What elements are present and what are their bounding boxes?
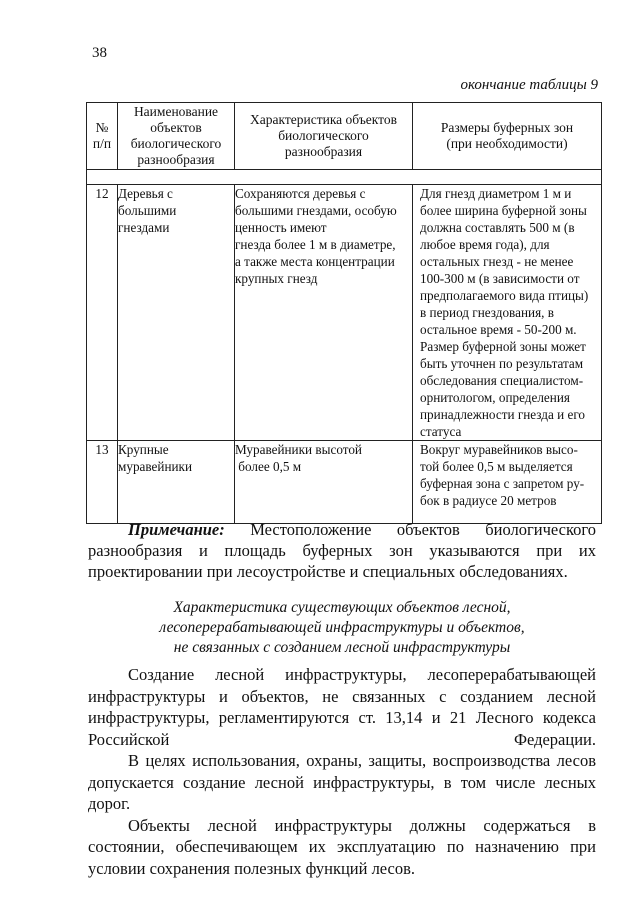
section-title-line: Характеристика существующих объектов лесной, bbox=[173, 599, 511, 616]
cell-line: должна составлять 500 м (в bbox=[420, 220, 575, 235]
cell-line: а также места концентрации bbox=[235, 254, 395, 269]
section-title-line: лесоперерабатывающей инфраструктуры и объектов, bbox=[159, 619, 525, 636]
header-buffer bbox=[413, 103, 602, 170]
cell-line: Вокруг муравейников высо- bbox=[420, 442, 578, 457]
cell-line: обследования специалистом- bbox=[420, 373, 584, 388]
cell-line: Крупные bbox=[118, 442, 169, 457]
cell-line: Муравейники высотой bbox=[235, 442, 362, 457]
cell-line: остальное время - 50-200 м. bbox=[420, 322, 577, 337]
row-buffer bbox=[413, 185, 602, 441]
header-name bbox=[118, 103, 235, 170]
cell-line: быть уточнен по результатам bbox=[420, 356, 584, 371]
cell-line: принадлежности гнезда и его bbox=[420, 407, 586, 422]
row-number: 12 bbox=[87, 185, 118, 441]
cell-line: орнитологом, определения bbox=[420, 390, 570, 405]
header-line: объектов bbox=[150, 120, 202, 135]
section-title bbox=[88, 598, 596, 658]
cell-line: ценность имеют bbox=[235, 220, 327, 235]
header-line: разнообразия bbox=[137, 152, 215, 167]
cell-line: гнезда более 1 м в диаметре, bbox=[235, 237, 396, 252]
row-characteristic bbox=[235, 441, 413, 524]
cell-line: Размер буферной зоны может bbox=[420, 339, 586, 354]
cell-line: большими bbox=[118, 203, 177, 218]
spacer-cell bbox=[87, 170, 602, 185]
table-spacer-row bbox=[87, 170, 602, 185]
cell-line: гнездами bbox=[118, 220, 170, 235]
cell-line: статуса bbox=[420, 424, 462, 439]
cell-line: любое время года), для bbox=[420, 237, 550, 252]
cell-line: 100-300 м (в зависимости от bbox=[420, 271, 580, 286]
table-row bbox=[87, 441, 602, 524]
header-line: Характеристика объектов bbox=[249, 112, 398, 127]
cell-line: Деревья с bbox=[118, 186, 173, 201]
cell-line: большими гнездами, особую bbox=[235, 203, 397, 218]
cell-line: крупных гнезд bbox=[235, 271, 318, 286]
table-caption: окончание таблицы 9 bbox=[460, 77, 598, 93]
header-line: Размеры буферных зон bbox=[440, 120, 574, 135]
cell-line: более 0,5 м bbox=[235, 459, 302, 474]
header-line: биологического bbox=[278, 128, 369, 143]
cell-line: бок в радиусе 20 метров bbox=[420, 493, 557, 508]
cell-line: более ширина буферной зоны bbox=[420, 203, 587, 218]
header-line: Наименование bbox=[133, 104, 219, 119]
body-text bbox=[88, 664, 596, 879]
table-note bbox=[88, 519, 596, 582]
row-name bbox=[118, 185, 235, 441]
table-row bbox=[87, 185, 602, 441]
cell-line: предполагаемого вида птицы) bbox=[420, 288, 589, 303]
header-characteristic bbox=[235, 103, 413, 170]
cell-line: той более 0,5 м выделяется bbox=[420, 459, 573, 474]
paragraph: Создание лесной инфраструктуры, лесоперерабатывающей инфраструктуры и объектов, не связанных с созданием лесной инфраструктуры, регламентируются ст. 13,14 и 21 Лесного кодекса Российской Федерации. bbox=[88, 665, 596, 749]
header-line: биологического bbox=[130, 136, 222, 151]
row-buffer bbox=[413, 441, 602, 524]
header-line: (при необходимости) bbox=[446, 136, 568, 151]
header-line: разнообразия bbox=[284, 144, 363, 159]
header-number bbox=[87, 103, 118, 170]
paragraph: Объекты лесной инфраструктуры должны содержаться в состоянии, обеспечивающем их эксплуатацию по назначению при условии сохранения полезных функций лесов. bbox=[88, 815, 596, 878]
row-name bbox=[118, 441, 235, 524]
header-line: п/п bbox=[92, 136, 112, 151]
row-characteristic bbox=[235, 185, 413, 441]
row-number: 13 bbox=[87, 441, 118, 524]
cell-line: муравейники bbox=[118, 459, 193, 474]
note-text: Местоположение объектов биологического разнообразия и площадь буферных зон указываются при их проектировании при лесоустройстве и специальных обследованиях. bbox=[88, 520, 596, 581]
table-header-row bbox=[87, 103, 602, 170]
section-title-line: не связанных с созданием лесной инфраструктуры bbox=[173, 639, 511, 656]
paragraph: В целях использования, охраны, защиты, воспроизводства лесов допускается создание лесной инфраструктуры, в том числе лесных дорог. bbox=[88, 751, 596, 813]
note-label: Примечание: bbox=[128, 520, 225, 539]
cell-line: остальных гнезд - не менее bbox=[420, 254, 574, 269]
biodiversity-table bbox=[86, 102, 602, 524]
cell-line: буферная зона с запретом ру- bbox=[420, 476, 585, 491]
cell-line: в период гнездования, в bbox=[420, 305, 554, 320]
cell-line: Для гнезд диаметром 1 м и bbox=[420, 186, 572, 201]
page-number: 38 bbox=[92, 45, 107, 61]
cell-line: Сохраняются деревья с bbox=[235, 186, 366, 201]
header-line: № bbox=[95, 120, 109, 135]
